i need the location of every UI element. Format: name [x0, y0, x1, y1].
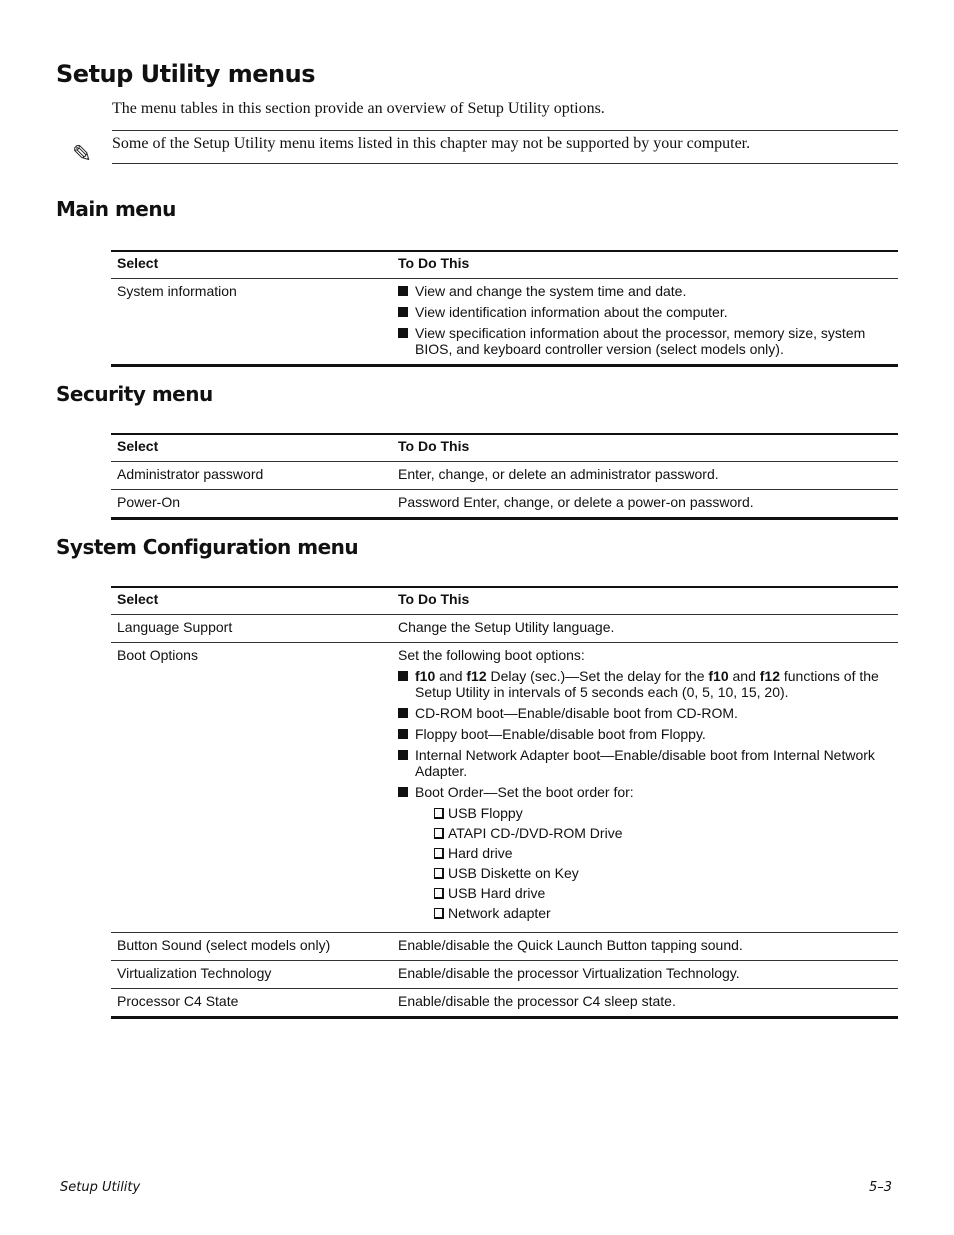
table-row: [111, 279, 898, 366]
table-header-row: [111, 587, 898, 615]
boot-order-item: ATAPI CD-/DVD-ROM Drive: [415, 825, 892, 841]
checkbox-glyph-icon: [434, 848, 444, 859]
footer-section-title: Setup Utility: [60, 1180, 141, 1195]
checkbox-glyph-icon: [434, 828, 444, 839]
security-menu-heading: Security menu: [56, 382, 213, 406]
bullet-item: View specification information about the processor, memory size, system BIOS, and keyboard controller version (select models only).: [398, 325, 892, 357]
pencil-note-icon: ✎: [72, 141, 93, 168]
boot-order-item: USB Hard drive: [415, 885, 892, 901]
column-header-select: Select: [111, 434, 392, 462]
todo-cell: Change the Setup Utility language.: [392, 615, 898, 643]
bullet-item: View identification information about the computer.: [398, 304, 892, 320]
table-row: [111, 961, 898, 989]
main-menu-table: [111, 250, 898, 367]
page-title: Setup Utility menus: [56, 60, 316, 88]
todo-cell: [392, 643, 898, 933]
boot-options-lead: Set the following boot options:: [398, 647, 585, 663]
select-cell: Language Support: [111, 615, 392, 643]
select-cell: Button Sound (select models only): [111, 933, 392, 961]
bullet-item: Floppy boot—Enable/disable boot from Floppy.: [398, 726, 892, 742]
table-row: [111, 490, 898, 519]
select-cell: System information: [111, 279, 392, 366]
todo-cell: Enable/disable the Quick Launch Button tapping sound.: [392, 933, 898, 961]
todo-cell: Enter, change, or delete an administrator password.: [392, 462, 898, 490]
todo-cell: Password Enter, change, or delete a power-on password.: [392, 490, 898, 519]
table-row: [111, 643, 898, 933]
system-config-menu-heading: System Configuration menu: [56, 535, 359, 559]
column-header-todo: To Do This: [392, 587, 898, 615]
square-bullet-icon: [398, 708, 408, 718]
intro-paragraph: The menu tables in this section provide an overview of Setup Utility options.: [112, 100, 605, 117]
select-cell: Power-On: [111, 490, 392, 519]
square-bullet-icon: [398, 671, 408, 681]
square-bullet-icon: [398, 328, 408, 338]
system-config-menu-table: [111, 586, 898, 1019]
note-box: Some of the Setup Utility menu items listed in this chapter may not be supported by your computer.: [112, 130, 898, 164]
square-bullet-icon: [398, 750, 408, 760]
table-row: [111, 462, 898, 490]
checkbox-glyph-icon: [434, 888, 444, 899]
column-header-select: Select: [111, 587, 392, 615]
boot-order-list: [415, 805, 892, 921]
checkbox-glyph-icon: [434, 868, 444, 879]
footer-page-number: 5–3: [869, 1180, 893, 1195]
bullet-item: Internal Network Adapter boot—Enable/disable boot from Internal Network Adapter.: [398, 747, 892, 779]
todo-cell: [392, 279, 898, 366]
todo-cell: Enable/disable the processor Virtualization Technology.: [392, 961, 898, 989]
table-header-row: [111, 251, 898, 279]
select-cell: Administrator password: [111, 462, 392, 490]
column-header-todo: To Do This: [392, 251, 898, 279]
bullet-item: f10 and f12 Delay (sec.)—Set the delay for the f10 and f12 functions of the Setup Utility in intervals of 5 seconds each (0, 5, 10, 15, 20).: [398, 668, 892, 700]
square-bullet-icon: [398, 307, 408, 317]
boot-order-item: USB Floppy: [415, 805, 892, 821]
select-cell: Processor C4 State: [111, 989, 392, 1018]
table-row: [111, 989, 898, 1018]
select-cell: Boot Options: [111, 643, 392, 933]
table-header-row: [111, 434, 898, 462]
column-header-select: Select: [111, 251, 392, 279]
checkbox-glyph-icon: [434, 908, 444, 919]
boot-order-item: Network adapter: [415, 905, 892, 921]
column-header-todo: To Do This: [392, 434, 898, 462]
todo-cell: Enable/disable the processor C4 sleep state.: [392, 989, 898, 1018]
square-bullet-icon: [398, 787, 408, 797]
bullet-item: View and change the system time and date.: [398, 283, 892, 299]
bullet-item: Boot Order—Set the boot order for: USB Floppy ATAPI CD-/DVD-ROM Drive Hard drive USB Diskette on Key USB Hard drive Network adapter: [398, 784, 892, 921]
bullet-item: CD-ROM boot—Enable/disable boot from CD-ROM.: [398, 705, 892, 721]
boot-order-item: USB Diskette on Key: [415, 865, 892, 881]
security-menu-table: [111, 433, 898, 520]
checkbox-glyph-icon: [434, 808, 444, 819]
main-menu-heading: Main menu: [56, 197, 176, 221]
boot-order-item: Hard drive: [415, 845, 892, 861]
select-cell: Virtualization Technology: [111, 961, 392, 989]
table-row: [111, 615, 898, 643]
square-bullet-icon: [398, 286, 408, 296]
square-bullet-icon: [398, 729, 408, 739]
table-row: [111, 933, 898, 961]
